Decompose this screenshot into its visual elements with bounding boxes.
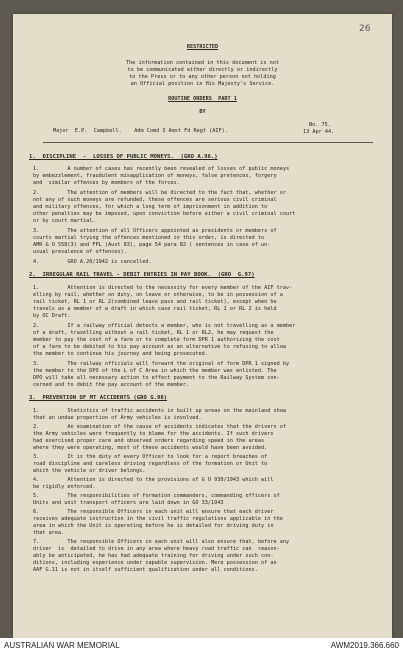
order-number: No. 75. — [309, 122, 331, 128]
document-page — [13, 14, 392, 638]
body-line: member to pay the cost of a fare or to complete form DPR 1 authorizing the cost — [33, 337, 280, 343]
body-line: 2. If a railway official detects a member, who is not travelling as a member — [33, 323, 296, 329]
body-line: receives adequate instruction in the civil traffic regulations applicable in the — [33, 516, 283, 522]
body-line: usual prevalence of offences). — [33, 249, 127, 255]
body-line: AAF G.11 is not in itself sufficient qualification under all conditions. — [33, 567, 258, 573]
body-line: 3. It is the duty of every Officer to look for a report breaches of — [33, 454, 268, 460]
body-line: 1. A number of cases has recently been revealed of losses of public moneys — [33, 166, 290, 172]
body-line: that area. — [33, 530, 65, 536]
body-line: be rigidly enforced. — [33, 484, 96, 490]
body-line: the Army vehicles were frequently to blame for the accidents. If such drivers — [33, 431, 274, 437]
body-line: 4. Attention is directed to the provisions of G O 930/1943 which will — [33, 477, 274, 483]
by-label: BY — [199, 109, 206, 115]
body-line: ditions, including experience under capable supervision. Mere possession of an — [33, 560, 277, 566]
classification-heading: RESTRICTED — [186, 44, 219, 50]
body-line: 5. The responsibilities of formation commanders, commanding officers of — [33, 493, 280, 499]
body-line: 1. Attention is directed to the necessity for every member of the AIF trav- — [33, 285, 293, 291]
body-line: and military offences, for which a long term of imprisonment in addition to — [33, 204, 268, 210]
notice-line: an Official position in His Majesty's Service. — [130, 81, 275, 87]
body-line: AMR & O 558(3) and FPL (Aust 83), page 54 para 82 ( sentences in case of un- — [33, 242, 271, 248]
body-line: Units and unit transport officers are laid down in GO 33/1943 — [33, 500, 224, 506]
footer-bar — [0, 638, 403, 653]
body-line: 2. An examination of the cause of accidents indicates that the drivers of — [33, 424, 286, 430]
body-line: ably be anticipated, he has had adequate training for driving under such con- — [33, 553, 274, 559]
body-line: the member to continue his journey and being prosecuted. — [33, 351, 208, 357]
body-line: had exercised proper care and observed orders regarding speed in the areas — [33, 438, 265, 444]
footer-institution: AUSTRALIAN WAR MEMORIAL — [4, 641, 120, 650]
footer-reference: AWM2019.366.660 — [330, 641, 399, 650]
section-heading: 2. IRREGULAR RAIL TRAVEL - DEBIT ENTRIES IN PAY BOOK. (GRO G.97) — [29, 272, 255, 278]
body-line: of a draft, travelling without a rail ticket, RL 1 or RL2, he may request the — [33, 330, 274, 336]
order-title: ROUTINE ORDERS PART 1 — [168, 96, 237, 102]
body-line: by embezzlement, fraudulent misapplication of moneys, false pretences, forgery — [33, 173, 277, 179]
body-line: 2. The attention of members will be directed to the fact that, whether or — [33, 190, 286, 196]
notice-line: to the Press or to any other person not holding — [129, 74, 276, 80]
body-line: road discipline and careless driving regardless of the formation or Unit to — [33, 461, 268, 467]
divider — [43, 142, 373, 143]
body-line: or by court martial. — [33, 218, 96, 224]
order-date: 13 Apr 44. — [303, 129, 335, 135]
body-line: 7. The responsible Officers in each unit will also ensure that, before any — [33, 539, 290, 545]
notice-line: to be communicated either directly or indirectly — [127, 67, 278, 73]
section-heading: 3. PREVENTION OF MT ACCIDENTS (GRO G.98) — [29, 395, 168, 401]
body-line: other penalties may be imposed, upon conviction before either a civil criminal court — [33, 211, 296, 217]
notice-line: The information contained in this document is not — [125, 60, 280, 66]
body-line: of a fare to be debited to his pay account as an alternative to refusing to allow — [33, 344, 286, 350]
body-line: travels as a member of a draft in which case rail ticket, RL 1 or RL 2 is held — [33, 306, 277, 312]
body-line: which the vehicle or driver belongs. — [33, 468, 146, 474]
body-line: 3. The railway officials will forward the original of form DPR 1 signed by — [33, 361, 290, 367]
body-line: and similar offences by members of the forces. — [33, 180, 180, 186]
body-line: DPO will take all necessary action to effect payment to the Railway System con- — [33, 375, 280, 381]
body-line: that an undue proportion of Army vehicles is involved. — [33, 415, 202, 421]
body-line: 3. The attention of all Officers appointed as presidents or members of — [33, 228, 277, 234]
body-line: area in which the Unit is operating before he is detailed for driving duty in — [33, 523, 274, 529]
body-line: cerned and to debit the pay account of the member. — [33, 382, 190, 388]
page-number: 26 — [359, 24, 371, 34]
body-line: where they were operating, most of these accidents would have been avoided. — [33, 445, 268, 451]
body-line: by OC Draft. — [33, 313, 71, 319]
body-line: the member to the DPO of the L of C Area in which the member was enlisted. The — [33, 368, 277, 374]
commander-line: Major E.P. Campbell. Adm Comd 3 Amst Fd Regt (AIF). — [53, 128, 228, 134]
body-line: elling by rail, whether on duty, on leave or otherwise, to be in possession of a — [33, 292, 283, 298]
body-line: 4. GRO A.20/1942 is cancelled. — [33, 259, 152, 265]
body-line: not any of such moneys are refunded, these offences are serious civil criminal — [33, 197, 277, 203]
body-line: driver is detailed to drive in any area where heavy road traffic can reason- — [33, 546, 280, 552]
body-line: 6. The responsible Officers in each unit will ensure that each driver — [33, 509, 274, 515]
body-line: courts martial trying the offences mentioned in this order, is directed to — [33, 235, 265, 241]
section-heading: 1. DISCIPLINE - LOSSES OF PUBLIC MONEYS. (GRO A.96.) — [29, 154, 218, 160]
body-line: 1. Statistics of traffic accidents in built up areas on the mainland show — [33, 408, 286, 414]
body-line: rail ticket, RL 1 or RL 2(combined leave pass and rail ticket), except when he — [33, 299, 277, 305]
